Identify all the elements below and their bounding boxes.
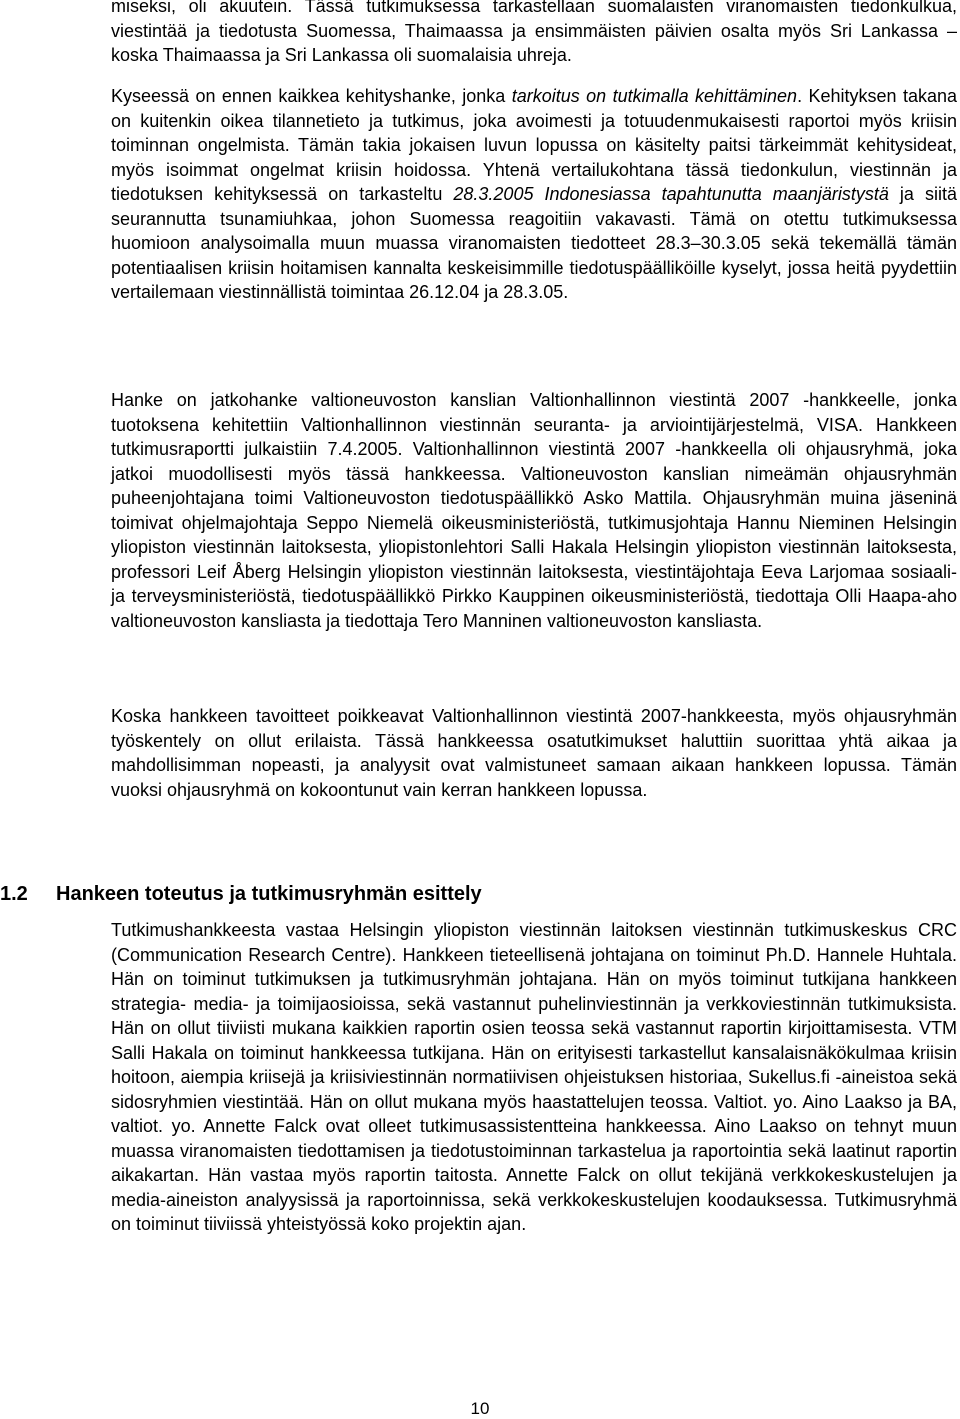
paragraph-intro-continuation bbox=[111, 0, 957, 68]
text-segment: Kyseessä on ennen kaikkea kehityshanke, jonka bbox=[111, 86, 512, 106]
text-segment: miseksi, oli akuutein. Tässä tutkimuksessa tarkastellaan suomalaisten viranomaisten tiedonkulkua, viestintää ja tiedotusta Suomessa, Thaimaassa ja ensimmäisten päivien osalta myös Sri Lankassa – koska Thaimaassa ja Sri Lankassa oli suomalaisia uhreja. bbox=[111, 0, 957, 65]
text-segment: . Kehityksen takana on kuitenkin oikea tilannetieto ja tutkimus, joka avoimesti ja totuudenmukaisesti raportoi myös kriisin toiminnan ongelmista. Tämän takia jokaisen luvun lopussa on käsitelty paitsi tärkeimmät kehitysideat, myös isoimmat ongelmat kriisin hoidossa. Yhtenä vertailukohtana tässä tiedonkulun, viestinnän ja tiedotuksen kehityksessä on tarkasteltu bbox=[111, 86, 957, 204]
section-title: Hankeen toteutus ja tutkimusryhmän esittely bbox=[56, 883, 482, 905]
page-number: 10 bbox=[470, 1399, 490, 1418]
italic-text-segment: tarkoitus on tutkimalla kehittäminen bbox=[511, 86, 798, 106]
text-segment: Koska hankkeen tavoitteet poikkeavat Valtionhallinnon viestintä 2007-hankkeesta, myös ohjausryhmän työskentely on ollut erilaista. Tässä hankkeessa osatutkimukset haluttiin suorittaa yhtä aikaa ja mahdollisimman nopeasti, ja analyysit ovat valmistuneet samaan aikaan hankkeen lopussa. Tämän vuoksi ohjausryhmä on kokoontunut vain kerran hankkeen lopussa. bbox=[111, 706, 957, 800]
paragraph-project-goals bbox=[111, 704, 957, 802]
text-segment: ja siitä seurannutta tsunamiuhkaa, johon Suomessa reagoitiin vakavasti. Tämä on otettu tutkimuksessa huomioon analysoimalla muun muassa viranomaisten tiedotteet 28.3–30.3.05 sekä tekemällä tämän potentiaalisen kriisin hoitamisen kannalta keskeisimmille tiedotuspäälliköille kyselyt, jossa heitä pyydettiin vertailemaan viestinnällistä toimintaa 26.12.04 ja 28.3.05. bbox=[111, 184, 957, 302]
paragraph-steering-group bbox=[111, 388, 957, 633]
section-heading bbox=[0, 880, 960, 908]
text-segment: Tutkimushankkeesta vastaa Helsingin yliopiston viestinnän laitoksen viestinnän tutkimuskeskus CRC (Communication Research Centre). Hankkeen tieteellisenä johtajana on toiminut Ph.D. Hannele Huhtala. Hän on toiminut tutkimuksen ja tutkimusryhmän johtajana. Hän on myös toiminut tutkijana hankkeen strategia- media- ja toimijaosioissa, sekä vastannut puhelinviestinnän ja verkkoviestinnän tutkimuksista. Hän on ollut tiiviisti mukana kaikkien raportin osien teossa sekä vastannut raportin kirjoittamisesta. VTM Salli Hakala on toiminut hankkeessa tutkijana. Hän on erityisesti tarkastellut kansalaisnäkökulmaa kriisin hoitoon, aiempia kriisejä ja kriisiviestinnän normatiivisen ohjeistuksen historiaa, Sukellus.fi -aineistoa sekä sidosryhmien viestintää. Hän on ollut mukana myös haastattelujen teossa. Valtiot. yo. Aino Laakso ja BA, valtiot. yo. Annette Falck ovat olleet tutkimusassistentteina hankkeessa. Aino Laakso on tehnyt muun muassa viranomaisten tiedottamisen ja tiedotustoiminnan tarkastelua ja raportointia sekä laatinut raportin aikakartan. Hän vastaa myös raportin taitosta. Annette Falck on ollut tekijänä verkkokeskustelujen ja media-aineiston analyysissä ja raportoinnissa, sekä verkkokeskustelujen koodauksessa. Tutkimusryhmä on toiminut tiiviissä yhteistyössä koko projektin ajan. bbox=[111, 920, 957, 1234]
text-segment: Hanke on jatkohanke valtioneuvoston kanslian Valtionhallinnon viestintä 2007 -hankkeelle, jonka tuotoksena kehitettiin Valtionhallinnon viestinnän seuranta- ja arviointijärjestelmä, VISA. Hankkeen tutkimusraportti julkaistiin 7.4.2005. Valtionhallinnon viestintä 2007 -hankkeella oli ohjausryhmä, joka jatkoi muodollisesti myös tässä hankkeessa. Valtioneuvoston kanslian nimeämän ohjausryhmän puheenjohtajana toimi Valtioneuvoston tiedotuspäällikkö Asko Mattila. Ohjausryhmän muina jäseninä toimivat ohjelmajohtaja Seppo Niemelä oikeusministeriöstä, tutkimusjohtaja Hannu Nieminen Helsingin yliopiston viestinnän laitoksesta, yliopistonlehtori Salli Hakala Helsingin yliopiston viestinnän laitoksesta, professori Leif Åberg Helsingin yliopiston viestinnän laitoksesta, viestintäjohtaja Eeva Larjomaa sosiaali- ja terveysministeriöstä, tiedotuspäällikkö Pirkko Kauppinen oikeusministeriöstä, tiedottaja Olli Haapa-aho valtioneuvoston kansliasta ja tiedottaja Tero Manninen valtioneuvoston kansliasta. bbox=[111, 390, 957, 631]
section-number: 1.2 bbox=[0, 883, 28, 905]
italic-text-segment: 28.3.2005 Indonesiassa tapahtunutta maanjäristystä bbox=[453, 184, 889, 204]
paragraph-research-team bbox=[111, 918, 957, 1237]
paragraph-development-project bbox=[111, 84, 957, 305]
